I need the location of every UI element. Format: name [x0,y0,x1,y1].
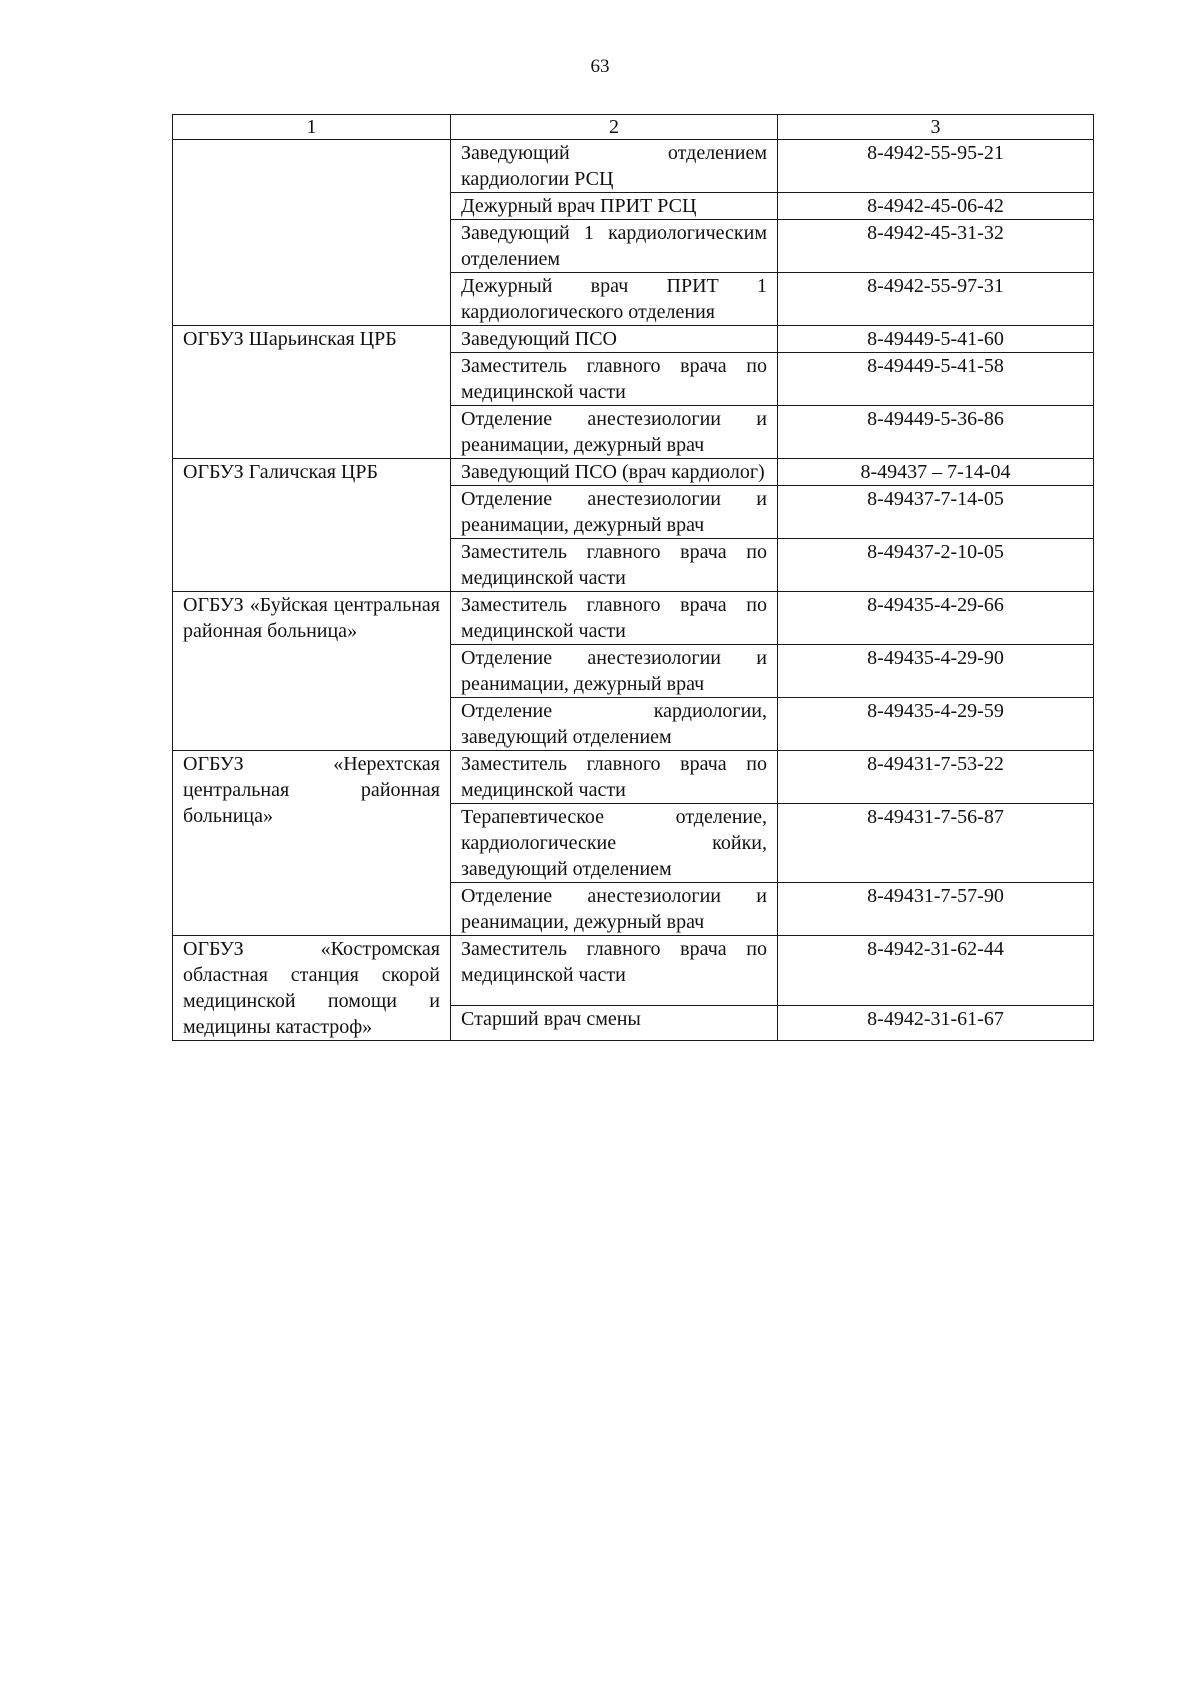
organization-cell: ОГБУЗ «Буйская центральная районная больница» [173,592,451,751]
column-header-3: 3 [778,115,1094,140]
position-cell: Заведующий ПСО [451,326,778,353]
position-cell: Дежурный врач ПРИТ 1 кардиологического отделения [451,273,778,326]
table-row [173,751,1094,804]
phone-cell: 8-49437 – 7-14-04 [778,459,1094,486]
phone-cell: 8-4942-45-06-42 [778,193,1094,220]
position-cell: Заведующий ПСО (врач кардиолог) [451,459,778,486]
position-cell: Отделение кардиологии, заведующий отделением [451,698,778,751]
phone-cell: 8-49435-4-29-66 [778,592,1094,645]
position-cell: Заведующий 1 кардиологическим отделением [451,220,778,273]
phone-cell: 8-49431-7-56-87 [778,804,1094,883]
position-cell: Дежурный врач ПРИТ РСЦ [451,193,778,220]
column-header-2: 2 [451,115,778,140]
phone-cell: 8-4942-55-95-21 [778,140,1094,193]
position-cell: Заместитель главного врача по медицинской части [451,592,778,645]
phone-cell: 8-49449-5-41-60 [778,326,1094,353]
table-row [173,592,1094,645]
table-header-row [173,115,1094,140]
phone-cell: 8-49435-4-29-90 [778,645,1094,698]
position-cell: Отделение анестезиологии и реанимации, дежурный врач [451,645,778,698]
organization-cell: ОГБУЗ Шарьинская ЦРБ [173,326,451,459]
column-header-1: 1 [173,115,451,140]
phone-cell: 8-49435-4-29-59 [778,698,1094,751]
contacts-table [172,114,1094,1041]
phone-cell: 8-49431-7-53-22 [778,751,1094,804]
phone-cell: 8-4942-55-97-31 [778,273,1094,326]
phone-cell: 8-4942-45-31-32 [778,220,1094,273]
organization-cell: ОГБУЗ Галичская ЦРБ [173,459,451,592]
organization-cell: ОГБУЗ «Костромская областная станция скорой медицинской помощи и медицины катастроф» [173,936,451,1041]
phone-cell: 8-49449-5-36-86 [778,406,1094,459]
phone-cell: 8-49437-2-10-05 [778,539,1094,592]
table-row [173,140,1094,193]
position-cell: Заместитель главного врача по медицинской части [451,353,778,406]
organization-cell: ОГБУЗ «Нерехтская центральная районная больница» [173,751,451,936]
organization-cell [173,140,451,326]
position-cell: Старший врач смены [451,1005,778,1040]
phone-cell: 8-49431-7-57-90 [778,883,1094,936]
position-cell: Терапевтическое отделение, кардиологические койки, заведующий отделением [451,804,778,883]
page-number: 63 [590,56,610,77]
position-cell: Заведующий отделением кардиологии РСЦ [451,140,778,193]
table-row [173,936,1094,1006]
phone-cell: 8-4942-31-61-67 [778,1005,1094,1040]
position-cell: Заместитель главного врача по медицинской части [451,936,778,1006]
table-row [173,326,1094,353]
phone-cell: 8-49449-5-41-58 [778,353,1094,406]
position-cell: Отделение анестезиологии и реанимации, дежурный врач [451,883,778,936]
table-row [173,459,1094,486]
phone-cell: 8-49437-7-14-05 [778,486,1094,539]
phone-cell: 8-4942-31-62-44 [778,936,1094,1006]
position-cell: Отделение анестезиологии и реанимации, дежурный врач [451,406,778,459]
position-cell: Заместитель главного врача по медицинской части [451,751,778,804]
position-cell: Отделение анестезиологии и реанимации, дежурный врач [451,486,778,539]
position-cell: Заместитель главного врача по медицинской части [451,539,778,592]
